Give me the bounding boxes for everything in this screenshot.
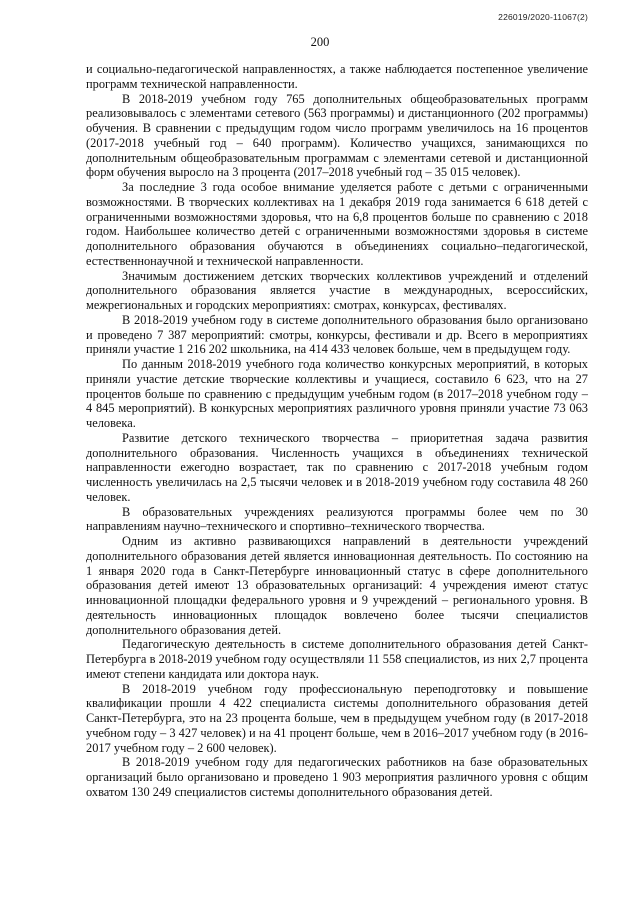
paragraph-competitions: По данным 2018-2019 учебного года количество конкурсных мероприятий, в которых приняли участие детские творческие коллективы и учащиеся, составило 6 623, что на 27 процентов больше по сравнению с предыдущим учебным годом (в 2017–2018 учебном году – 4 845 мероприятий). В конкурсных мероприятиях различного уровня приняли участие 73 063 человека. (86, 357, 588, 430)
paragraph-teaching-staff: Педагогическую деятельность в системе дополнительного образования детей Санкт-Петербурга в 2018-2019 учебном году осуществляли 11 558 специалистов, из них 2,7 процента имеют степени кандидата или доктора наук. (86, 637, 588, 681)
paragraph-events-organized: В 2018-2019 учебном году в системе дополнительного образования было организовано и проведено 7 387 мероприятий: смотры, конкурсы, фестивали и др. Всего в мероприятиях приняли участие 1 216 202 школьника, на 414 433 человек больше, чем в предыдущем году. (86, 312, 588, 357)
paragraph-innovation-activity: Одним из активно развивающихся направлений в деятельности учреждений дополнительного образования детей является инновационная деятельность. По состоянию на 1 января 2020 года в Санкт-Петербурге инновационный статус в сфере дополнительного образования детей имеют 13 образовательных организаций: 4 учреждения имеют статус инновационной площадки федерального уровня и 9 учреждений – регионального уровня. В деятельность инновационных площадок вовлечено более тысячи специалистов дополнительного образования детей. (86, 534, 588, 637)
page-number: 200 (310, 35, 330, 49)
document-registration-number: 226019/2020-11067(2) (498, 12, 588, 22)
paragraph-professional-retraining: В 2018-2019 учебном году профессиональную переподготовку и повышение квалификации прошли 4 422 специалиста системы дополнительного образования детей Санкт-Петербурга, это на 23 процента больше, чем в предыдущем учебном году (в 2017-2018 учебном году – 3 427 человек) и на 41 процент больше, чем в 2016–2017 учебном году (в 2016-2017 учебном году – 2 600 человек). (86, 681, 588, 755)
paragraph-creative-achievements: Значимым достижением детских творческих коллективов учреждений и отделений дополнительного образования является участие в международных, всероссийских, межрегиональных и городских мероприятиях: смотрах, конкурсах, фестивалях. (86, 268, 588, 312)
paragraph-technical-creativity: Развитие детского технического творчества – приоритетная задача развития дополнительного образования. Численность учащихся в объединениях технической направленности ежегодно возрастает, так по сравнению с 2017-2018 учебным годом численность увеличилась на 2,5 тысячи человек и в 2018-2019 учебном году составила 48 260 человек. (86, 430, 588, 504)
paragraph-network-distance-programs: В 2018-2019 учебном году 765 дополнительных общеобразовательных программ реализовывалось с элементами сетевого (563 программы) и дистанционного (202 программы) обучения. В сравнении с предыдущим годом число программ увеличилось на 16 процентов (2017-2018 учебный год – 640 программ). Количество учащихся, занимающихся по дополнительным общеобразовательным программам с элементами сетевой и дистанционной форм обучения выросло на 3 процента (2017–2018 учебный год – 35 015 человек). (86, 91, 588, 180)
paragraph-continuation: и социально-педагогической направленностях, а также наблюдается постепенное увеличение программ технической направленности. (86, 62, 588, 91)
paragraph-technical-directions: В образовательных учреждениях реализуются программы более чем по 30 направлениям научно–технического и спортивно–технического творчества. (86, 504, 588, 534)
body-text (86, 62, 588, 800)
paragraph-children-disabilities: За последние 3 года особое внимание уделяется работе с детьми с ограниченными возможностями. В творческих коллективах на 1 декабря 2019 года занимается 6 618 детей с ограниченными возможностями здоровья, что на 6,8 процентов больше по сравнению с 2018 годом. Наибольшее количество детей с ограниченными возможностями здоровья в системе дополнительного образования обучаются в объединениях социально–педагогической, естественнонаучной и технической направленности. (86, 180, 588, 268)
paragraph-pedagogical-events: В 2018-2019 учебном году для педагогических работников на базе образовательных организаций было организовано и проведено 1 903 мероприятия различного уровня с общим охватом 130 249 специалистов системы дополнительного образования детей. (86, 755, 588, 799)
